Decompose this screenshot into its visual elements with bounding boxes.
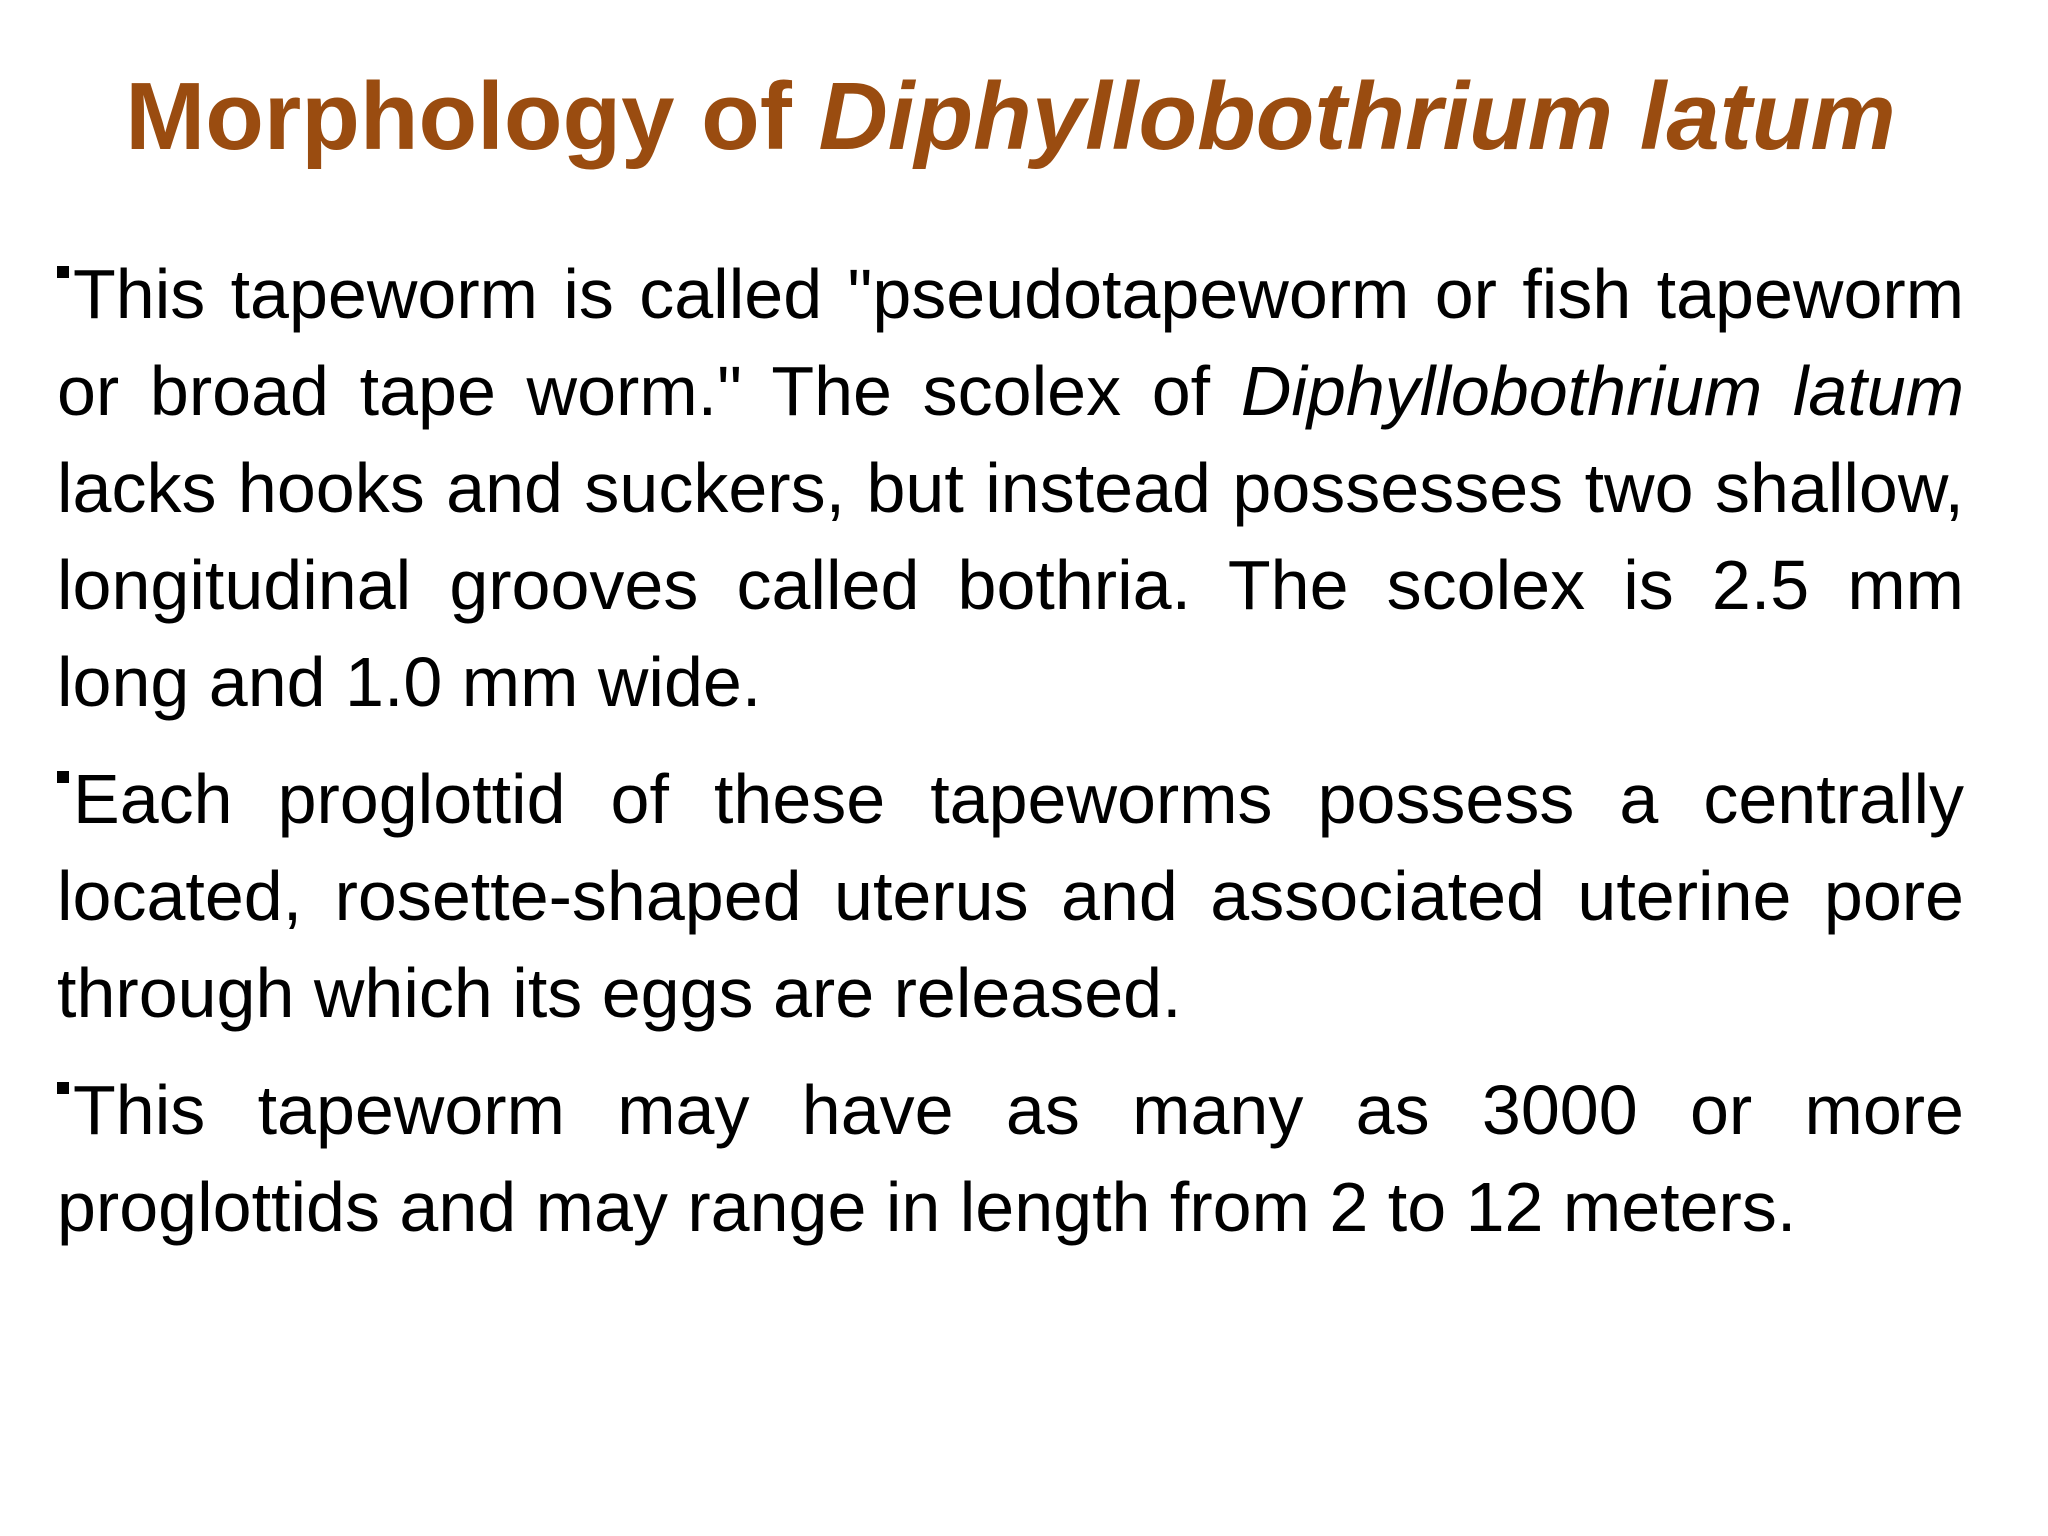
paragraph-1-text-a: This tapeworm is called "pseudotapeworm or fish tapeworm or broad tape worm." The scolex of <box>57 255 1964 430</box>
slide-title <box>57 48 1964 186</box>
paragraph-1-species-name: Diphyllobothrium latum <box>1240 352 1965 430</box>
square-bullet-icon <box>57 771 69 783</box>
title-prefix: Morphology of <box>125 63 819 170</box>
square-bullet-icon <box>57 266 69 278</box>
paragraph-3-text: This tapeworm may have as many as 3000 or more proglottids and may range in length from 2 to 12 meters. <box>57 1071 1964 1246</box>
bullet-paragraph-3 <box>57 1062 1964 1256</box>
slide-body <box>57 246 1964 1256</box>
title-species-name: Diphyllobothrium latum <box>818 63 1896 170</box>
square-bullet-icon <box>57 1082 69 1094</box>
paragraph-2-text: Each proglottid of these tapeworms possess a centrally located, rosette-shaped uterus and associated uterine pore through which its eggs are released. <box>57 760 1964 1032</box>
paragraph-1-text-b: lacks hooks and suckers, but instead possesses two shallow, longitudinal grooves called bothria. The scolex is 2.5 mm long and 1.0 mm wide. <box>57 449 1964 721</box>
bullet-paragraph-1 <box>57 246 1964 731</box>
bullet-paragraph-2 <box>57 751 1964 1042</box>
